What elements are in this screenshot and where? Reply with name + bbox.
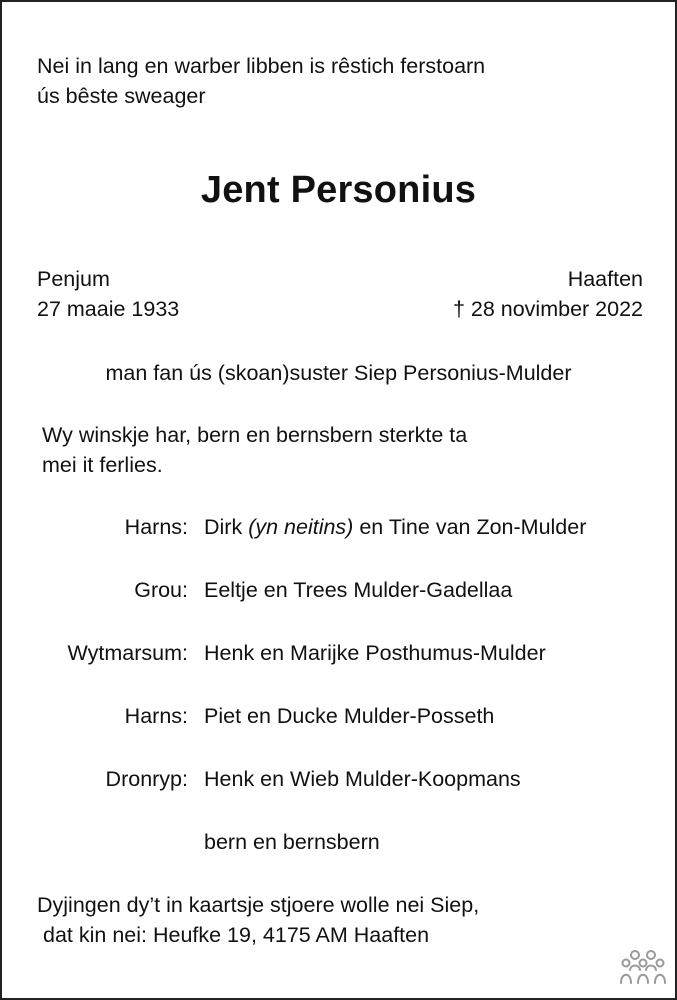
deceased-name: Jent Personius <box>200 169 477 211</box>
children-line: bern en bernsbern <box>204 830 380 854</box>
in-memoriam-note: (yn neitins) <box>248 515 354 539</box>
husband-of-line: man fan ús (skoan)suster Siep Personius-Mulder <box>105 361 572 385</box>
family-names: Dirk (yn neitins) en Tine van Zon-Mulder <box>204 515 587 539</box>
family-place: Harns: <box>124 704 188 728</box>
death-info <box>453 264 643 324</box>
family-place: Wytmarsum: <box>67 641 188 665</box>
family-place: Grou: <box>134 578 188 602</box>
family-names: Henk en Marijke Posthumus-Mulder <box>204 641 546 665</box>
death-date: † 28 novimber 2022 <box>452 297 643 321</box>
address-line-2: dat kin nei: Heufke 19, 4175 AM Haaften <box>43 923 430 947</box>
intro-line-2: ús bêste sweager <box>37 84 206 108</box>
birth-info <box>37 264 179 324</box>
intro-text <box>37 51 485 111</box>
intro-line-1: Nei in lang en warber libben is rêstich ferstoarn <box>37 54 486 78</box>
family-names: Eeltje en Trees Mulder-Gadellaa <box>204 578 513 602</box>
death-place: Haaften <box>567 267 643 291</box>
wish-text <box>42 420 467 480</box>
wish-line-1: Wy winskje har, bern en bernsbern sterkte ta <box>42 423 468 447</box>
family-place: Harns: <box>124 515 188 539</box>
people-group-logo-icon <box>619 948 667 986</box>
birth-date: 27 maaie 1933 <box>37 297 180 321</box>
address-line-1: Dyjingen dy’t in kaartsje stjoere wolle nei Siep, <box>37 893 480 917</box>
family-names: Piet en Ducke Mulder-Posseth <box>204 704 495 728</box>
birth-place: Penjum <box>37 267 110 291</box>
family-place: Dronryp: <box>105 767 188 791</box>
family-names: Henk en Wieb Mulder-Koopmans <box>204 767 521 791</box>
wish-line-2: mei it ferlies. <box>42 453 163 477</box>
address-text <box>37 890 479 950</box>
